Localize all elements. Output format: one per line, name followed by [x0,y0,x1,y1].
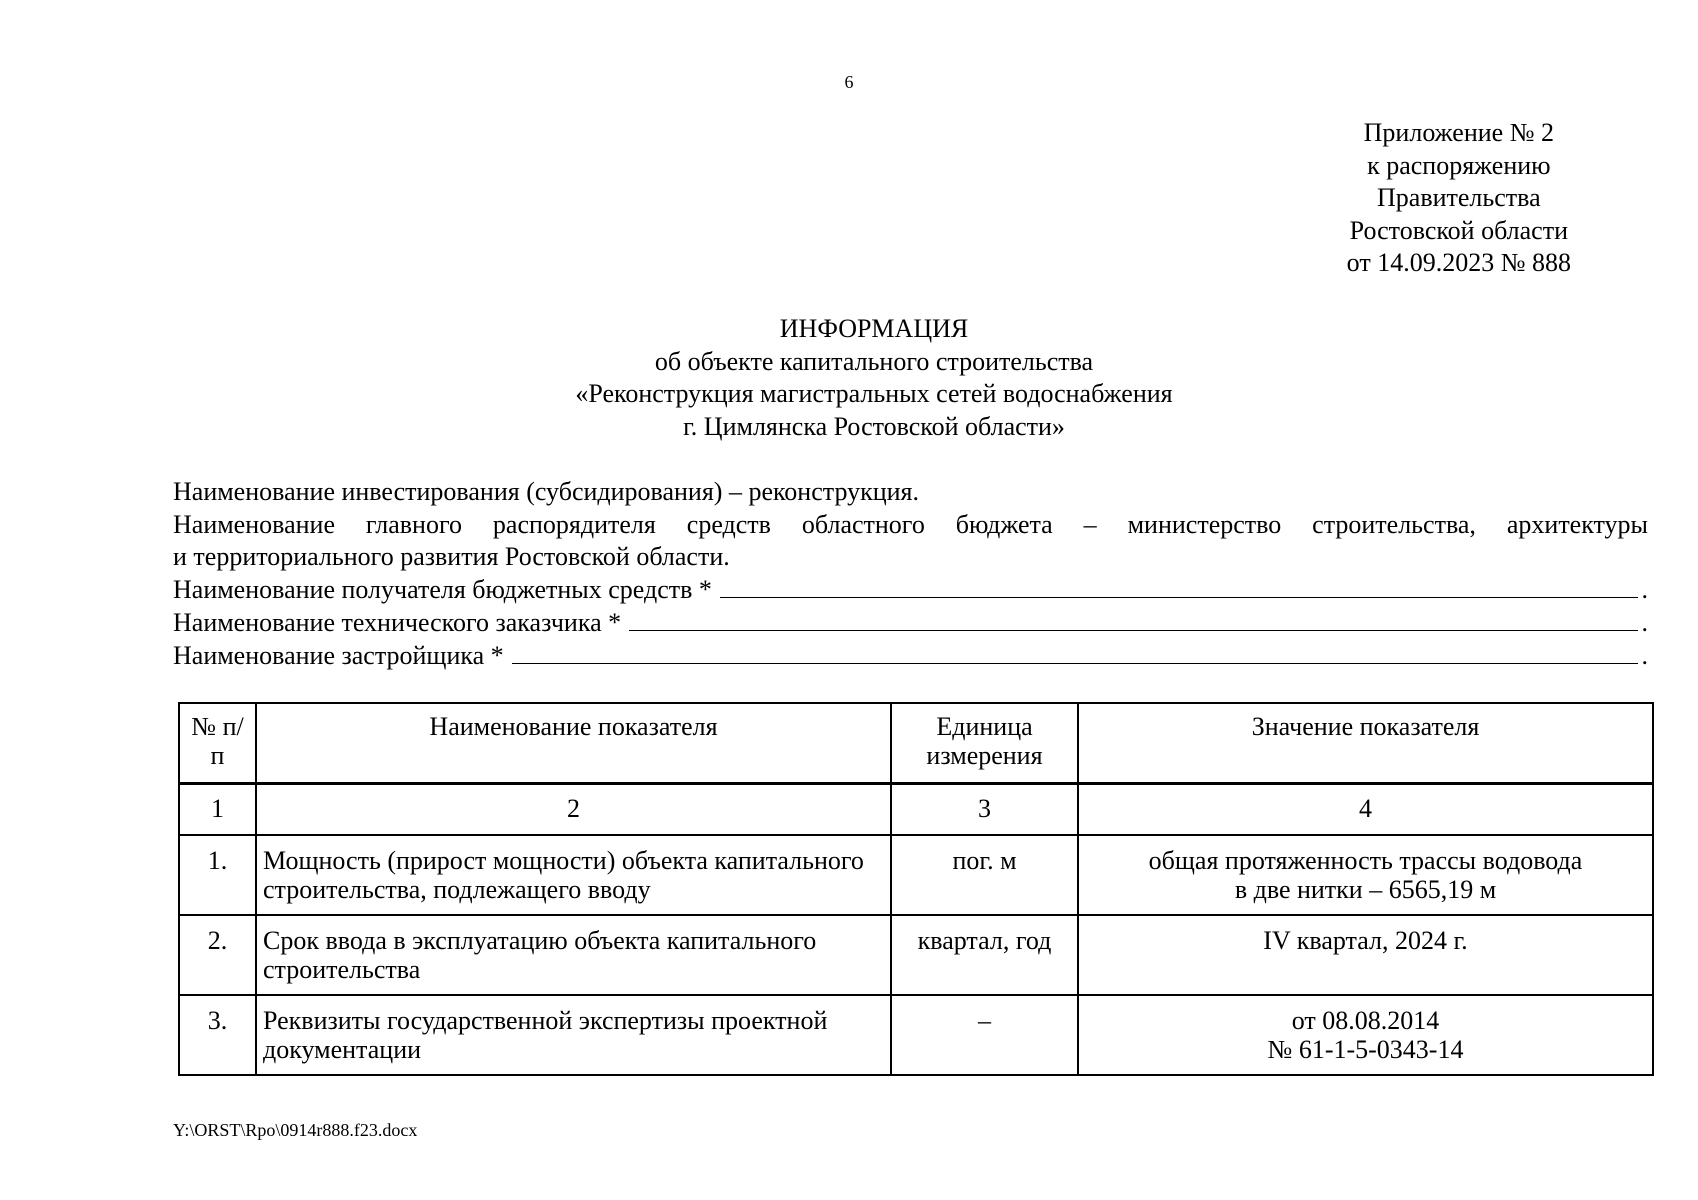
column-numbers-row [179,783,1653,835]
developer-end: . [1641,640,1648,670]
appendix-line-order: к распоряжению [1367,150,1551,180]
developer-line [173,640,1648,673]
row-value-line1: общая протяженность трассы водовода [1148,846,1583,875]
recipient-end: . [1641,575,1648,605]
table-row [179,915,1653,995]
row-number: 1. [179,835,256,915]
footer-file-path: Y:\ORST\Rpo\0914r888.f23.docx [173,1120,418,1140]
intro-section [173,476,1648,672]
table-header-row [179,703,1653,783]
customer-label: Наименование технического заказчика * [173,607,622,637]
column-number: 2 [256,783,891,835]
row-value-line1: от 08.08.2014 [1291,1006,1440,1035]
appendix-line-region: Ростовской области [1349,215,1568,245]
recipient-line [173,574,1648,607]
header-name: Наименование показателя [256,703,891,783]
row-unit: – [891,995,1078,1075]
row-unit: квартал, год [891,915,1078,995]
header-unit: Единица измерения [891,703,1078,783]
row-value [1078,915,1653,995]
table-row [179,995,1653,1075]
recipient-blank [720,575,1638,598]
appendix-line-date: от 14.09.2023 № 888 [1346,248,1571,277]
title-object-location: г. Цимлянска Ростовской области» [683,411,1065,441]
row-value [1078,835,1653,915]
row-value-line1: IV квартал, 2024 г. [1263,926,1468,955]
column-number: 1 [179,783,256,835]
row-number: 3. [179,995,256,1075]
title-heading: ИНФОРМАЦИЯ [779,314,969,343]
indicators-table [178,702,1654,1076]
row-unit: пог. м [891,835,1078,915]
page-number: 6 [844,72,854,92]
row-value [1078,995,1653,1075]
budget-manager-line2: и территориального развития Ростовской области. [173,542,730,572]
column-number: 4 [1078,783,1653,835]
header-num: № п/п [179,703,256,783]
table-row [179,835,1653,915]
row-value-line2: в две нитки – 6565,19 м [1234,875,1497,904]
customer-line [173,607,1648,640]
title-object-name: «Реконструкция магистральных сетей водоснабжения [575,379,1173,408]
appendix-block [1347,117,1571,280]
developer-label: Наименование застройщика * [173,640,504,670]
row-value-line2: № 61-1-5-0343-14 [1267,1035,1464,1064]
document-title [0,313,1698,443]
row-indicator-name: Реквизиты государственной экспертизы проектной документации [256,995,891,1075]
column-number: 3 [891,783,1078,835]
appendix-line-government: Правительства [1377,183,1541,212]
row-indicator-name: Срок ввода в эксплуатацию объекта капитального строительства [256,915,891,995]
customer-end: . [1641,607,1648,637]
row-indicator-name: Мощность (прирост мощности) объекта капитального строительства, подлежащего вводу [256,835,891,915]
developer-blank [512,641,1638,664]
recipient-label: Наименование получателя бюджетных средств * [173,575,712,605]
budget-manager-line1: Наименование главного распорядителя средств областного бюджета – министерство строительства, архитектуры [173,509,1648,539]
header-value: Значение показателя [1078,703,1653,783]
row-number: 2. [179,915,256,995]
investment-type: Наименование инвестирования (субсидирования) – реконструкция. [173,477,920,506]
title-subject: об объекте капитального строительства [654,346,1094,376]
appendix-line-number: Приложение № 2 [1363,118,1555,147]
customer-blank [629,608,1637,631]
